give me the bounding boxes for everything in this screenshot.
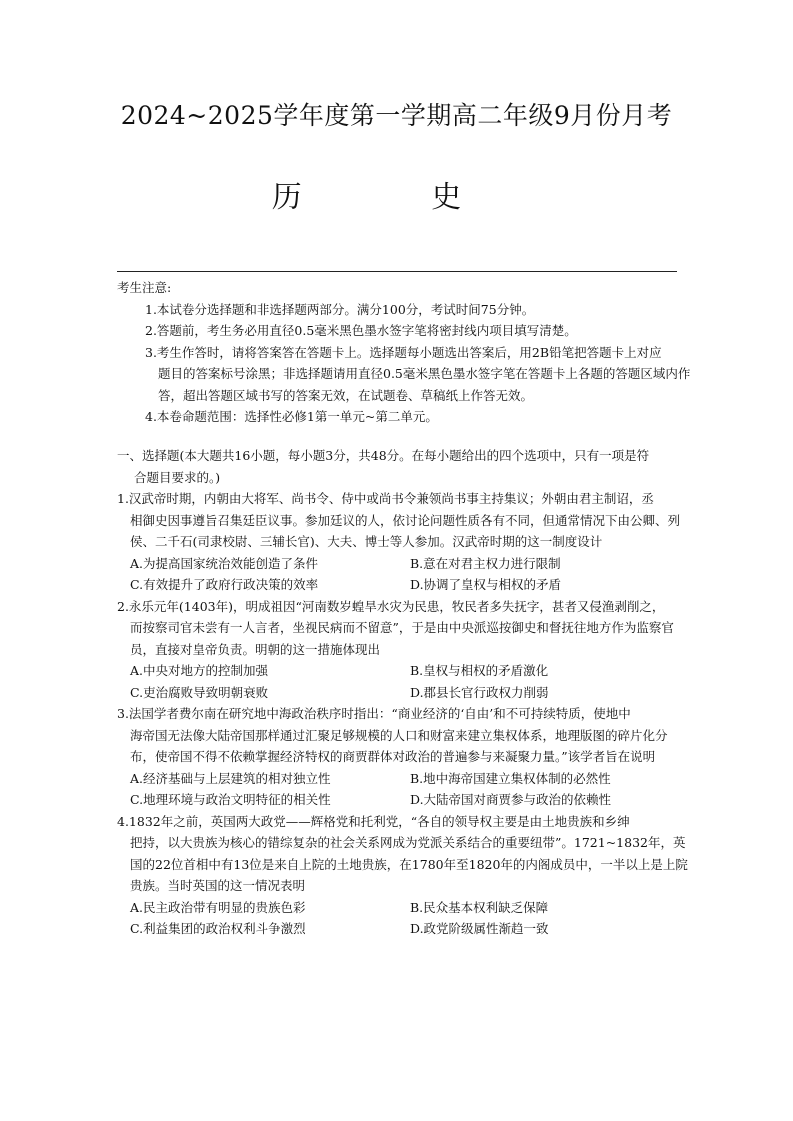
question-stem-continuation: 海帝国无法像大陆帝国那样通过汇聚足够规模的人口和财富来建立集权体系，地理版图的碎片化分布，使帝国不得不依赖掌握经济特权的商贾群体对政治的普遍参与来凝聚力量。”该学者旨在说明 xyxy=(130,727,668,764)
option-a: A.为提高国家统治效能创造了条件 xyxy=(130,555,319,571)
options xyxy=(117,897,692,940)
options xyxy=(117,553,692,596)
question-4 xyxy=(117,811,692,940)
question-stem-continuation: 相御史因事遵旨召集廷臣议事。参加廷议的人，依讨论问题性质各有不同，但通常情况下由公卿、列侯、二千石(司隶校尉、三辅长官)、大夫、博士等人参加。汉武帝时期的这一制度设计 xyxy=(130,512,681,549)
option-b: B.意在对君主权力进行限制 xyxy=(410,555,561,571)
option-d: D.协调了皇权与相权的矛盾 xyxy=(410,577,562,592)
question-2 xyxy=(117,596,692,704)
exam-title: 2024~2025学年度第一学期高二年级9月份月考 xyxy=(120,101,673,130)
question-stem: 4.1832年之前，英国两大政党——辉格党和托利党，“各自的领导权主要是由土地贵族和乡绅 xyxy=(117,813,630,829)
notice-item xyxy=(117,320,692,342)
section-heading xyxy=(117,445,692,488)
notice-block xyxy=(117,277,692,428)
notice-item-text: 4.本卷命题范围：选择性必修1第一单元~第二单元。 xyxy=(145,409,438,424)
options xyxy=(117,660,692,703)
subject-title: 历 史 xyxy=(271,180,522,215)
option-b: B.皇权与相权的矛盾激化 xyxy=(410,663,549,678)
option-a: A.民主政治带有明显的贵族色彩 xyxy=(130,899,306,915)
option-a: A.经济基础与上层建筑的相对独立性 xyxy=(130,770,331,786)
options xyxy=(117,768,692,811)
option-d: D.郡县长官行政权力削弱 xyxy=(410,684,549,700)
option-b: B.地中海帝国建立集权体制的必然性 xyxy=(410,770,611,786)
notice-item-continuation: 题目的答案标号涂黑；非选择题请用直径0.5毫米黑色墨水签字笔在答题卡上各题的答题区域内作答，超出答题区域书写的答案无效，在试题卷、草稿纸上作答无效。 xyxy=(158,366,691,403)
question-3 xyxy=(117,703,692,811)
question-stem-continuation: 把持，以大贵族为核心的错综复杂的社会关系网成为党派关系结合的重要纽带”。1721~1832年，英国的22位首相中有13位是来自上院的土地贵族，在1780年至1820年的内阁成员中，一半以上是上院贵族。当时英国的这一情况表明 xyxy=(130,835,688,893)
notice-heading: 考生注意: xyxy=(117,280,172,295)
question-stem: 1.汉武帝时期，内朝由大将军、尚书令、侍中或尚书令兼领尚书事主持集议；外朝由君主制诏，丞 xyxy=(117,491,654,506)
notice-item-text: 1.本试卷分选择题和非选择题两部分。满分100分，考试时间75分钟。 xyxy=(145,301,535,317)
option-d: D.政党阶级属性渐趋一致 xyxy=(410,921,549,936)
notice-item-text: 2.答题前，考生务必用直径0.5毫米黑色墨水签字笔将密封线内项目填写清楚。 xyxy=(145,323,577,338)
question-section xyxy=(117,445,692,940)
notice-item xyxy=(117,299,692,321)
notice-item-text: 3.考生作答时，请将答案答在答题卡上。选择题每小题选出答案后，用2B铅笔把答题卡上对应 xyxy=(145,344,662,360)
option-d: D.大陆帝国对商贾参与政治的依赖性 xyxy=(410,792,612,807)
section-heading-continuation: 合题目要求的。) xyxy=(134,469,221,485)
notice-item xyxy=(117,342,692,407)
option-a: A.中央对地方的控制加强 xyxy=(130,663,269,678)
option-b: B.民众基本权利缺乏保障 xyxy=(410,899,549,915)
question-stem-continuation: 而按察司官未尝有一人言者，坐视民病而不留意”，于是由中央派巡按御史和督抚往地方作为监察官员，直接对皇帝负责。明朝的这一措施体现出 xyxy=(130,620,674,657)
question-stem: 2.永乐元年(1403年)，明成祖因“河南数岁蝗旱水灾为民患，牧民者多失抚字，甚者又侵渔剥削之， xyxy=(117,598,665,614)
option-c: C.利益集团的政治权利斗争激烈 xyxy=(130,921,306,936)
option-c: C.地理环境与政治文明特征的相关性 xyxy=(130,792,331,807)
notice-item xyxy=(117,406,692,428)
question-stem: 3.法国学者费尔南在研究地中海政治秩序时指出：“商业经济的‘自由’和不可持续特质，使地中 xyxy=(117,706,631,721)
divider xyxy=(117,271,677,272)
option-c: C.吏治腐败导致明朝衰败 xyxy=(130,684,269,700)
option-c: C.有效提升了政府行政决策的效率 xyxy=(130,577,319,592)
section-heading-text: 一、选择题(本大题共16小题，每小题3分，共48分。在每小题给出的四个选项中，只有一项是符 xyxy=(117,448,650,463)
question-1 xyxy=(117,488,692,596)
